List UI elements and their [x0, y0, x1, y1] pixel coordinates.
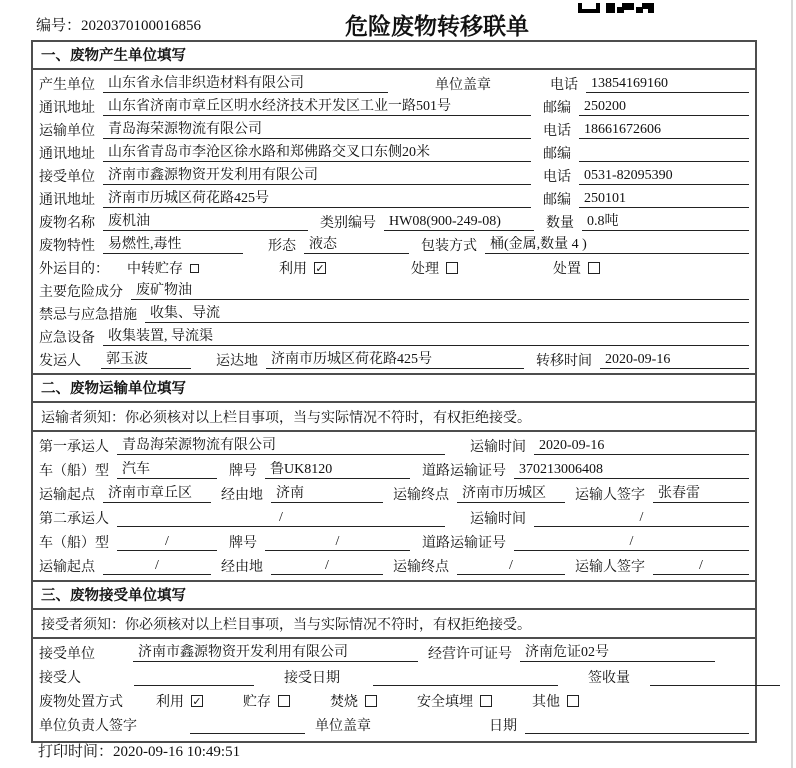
waste-name-label: 废物名称	[39, 215, 95, 231]
vehicle2-plate-value: /	[265, 533, 410, 551]
transporter-zip-label: 邮编	[543, 146, 571, 162]
row-carrier2	[39, 506, 749, 530]
transporter-zip-value	[579, 144, 749, 162]
vehicle2-type-value: /	[117, 533, 217, 551]
carrier2-label: 第二承运人	[39, 512, 109, 527]
unit-seal-label: 单位盖章	[315, 719, 371, 734]
waste-qty-value: 0.8吨	[582, 213, 749, 231]
receiver-phone-value: 0531-82095390	[579, 167, 749, 185]
serial-value: 2020370100016856	[81, 18, 202, 34]
carrier2-value: /	[117, 509, 445, 527]
carrier2-time-value: /	[534, 509, 749, 527]
waste-name-value: 废机油	[103, 213, 308, 231]
route1-end-label: 运输终点	[393, 488, 449, 503]
row-hazard	[39, 279, 749, 302]
row-vehicle2	[39, 530, 749, 554]
dispatcher-value: 郭玉波	[101, 351, 191, 369]
page-right-edge	[791, 0, 793, 768]
transporter-phone-label: 电话	[543, 123, 571, 139]
sign-date-value	[525, 716, 749, 734]
route1-end-value: 济南市历城区	[457, 485, 565, 503]
transfer-time-value: 2020-09-16	[600, 351, 749, 369]
vehicle2-type-label: 车（船）型	[39, 536, 109, 551]
checkbox-treat-icon	[446, 262, 458, 274]
row-receiver	[39, 164, 749, 187]
disposal-utilize-label: 利用	[156, 695, 184, 710]
purpose-option-treat	[411, 258, 458, 278]
transporter-address-label: 通讯地址	[39, 146, 95, 162]
vehicle1-type-label: 车（船）型	[39, 464, 109, 479]
print-time	[38, 740, 240, 761]
transporter-value: 青岛海荣源物流有限公司	[103, 121, 531, 139]
disposal-option-store	[243, 691, 290, 711]
receiver-address-value: 济南市历城区荷花路425号	[103, 190, 531, 208]
vehicle1-plate-label: 牌号	[229, 464, 257, 479]
route2-via-value: /	[271, 557, 383, 575]
receiver-label: 接受单位	[39, 169, 95, 185]
producer-address-label: 通讯地址	[39, 100, 95, 116]
producer-phone-value: 13854169160	[586, 75, 749, 93]
receiver-zip-value: 250101	[579, 190, 749, 208]
route1-start-label: 运输起点	[39, 488, 95, 503]
row-route2	[39, 554, 749, 578]
route1-start-value: 济南市章丘区	[103, 485, 211, 503]
section1-body	[33, 70, 755, 373]
route2-sign-label: 运输人签字	[575, 560, 645, 575]
producer-seal-label: 单位盖章	[435, 77, 491, 93]
producer-phone-label: 电话	[550, 77, 578, 93]
checkbox-disposal-incinerate-icon	[365, 695, 377, 707]
row-disposal-method	[39, 689, 749, 713]
vehicle1-permit-value: 370213006408	[514, 461, 749, 479]
disposal-landfill-label: 安全填埋	[417, 695, 473, 710]
route2-via-label: 经由地	[221, 560, 263, 575]
section2-body	[33, 432, 755, 580]
carrier1-value: 青岛海荣源物流有限公司	[117, 437, 445, 455]
producer-address-value: 山东省济南市章丘区明水经济技术开发区工业一路501号	[103, 98, 531, 116]
row-transporter-address	[39, 141, 749, 164]
accept-person-value	[134, 668, 254, 686]
row-transfer-purpose	[39, 256, 749, 279]
disposal-option-landfill	[417, 691, 492, 711]
vehicle1-permit-label: 道路运输证号	[422, 464, 506, 479]
purpose-option-dispose	[553, 258, 600, 278]
row-accept-person	[39, 665, 749, 689]
transporter-phone-value: 18661672606	[579, 121, 749, 139]
carrier1-time-label: 运输时间	[470, 440, 526, 455]
transfer-time-label: 转移时间	[536, 353, 592, 369]
waste-code-label: 类别编号	[320, 215, 376, 231]
producer-value: 山东省永信非织造材料有限公司	[103, 75, 388, 93]
transporter-label: 运输单位	[39, 123, 95, 139]
section3-body	[33, 639, 755, 741]
checkbox-disposal-utilize-icon: ✓	[192, 695, 202, 708]
hazard-value: 废矿物油	[131, 282, 749, 300]
manifest-form	[31, 40, 757, 743]
accept-unit-value: 济南市鑫源物资开发利用有限公司	[133, 644, 418, 662]
section3-notice: 接受者须知：你必须核对以上栏目事项，当与实际情况不符时，有权拒绝接受。	[33, 610, 755, 639]
purpose-dispose-label: 处置	[553, 261, 581, 277]
carrier2-time-label: 运输时间	[470, 512, 526, 527]
route1-via-value: 济南	[271, 485, 383, 503]
accept-unit-label: 接受单位	[39, 647, 95, 662]
destination-value: 济南市历城区荷花路425号	[266, 351, 524, 369]
row-waste-name	[39, 210, 749, 233]
dispatcher-label: 发运人	[39, 353, 81, 369]
route2-start-label: 运输起点	[39, 560, 95, 575]
checkbox-transit-icon	[190, 264, 199, 273]
receiver-zip-label: 邮编	[543, 192, 571, 208]
row-producer	[39, 72, 749, 95]
route1-sign-value: 张春雷	[653, 485, 749, 503]
row-emergency-equipment	[39, 325, 749, 348]
route2-end-value: /	[457, 557, 565, 575]
waste-traits-label: 废物特性	[39, 238, 95, 254]
row-carrier1	[39, 434, 749, 458]
producer-label: 产生单位	[39, 77, 95, 93]
purpose-treat-label: 处理	[411, 261, 439, 277]
receiver-phone-label: 电话	[543, 169, 571, 185]
waste-qty-label: 数量	[546, 215, 574, 231]
emergency-equipment-value: 收集装置, 导流渠	[103, 328, 749, 346]
row-accept-unit	[39, 641, 749, 665]
serial-label: 编号：	[36, 18, 82, 34]
license-value: 济南危证02号	[520, 644, 715, 662]
vehicle2-permit-label: 道路运输证号	[422, 536, 506, 551]
emergency-equipment-label: 应急设备	[39, 330, 95, 346]
waste-traits-value: 易燃性,毒性	[103, 236, 243, 254]
purpose-option-utilize	[279, 258, 326, 278]
row-receiver-address	[39, 187, 749, 210]
accept-date-value	[373, 668, 558, 686]
checkbox-utilize-icon: ✓	[315, 261, 325, 275]
route1-sign-label: 运输人签字	[575, 488, 645, 503]
section3-title: 三、废物接受单位填写	[33, 580, 755, 610]
page-title: 危险废物转移联单	[345, 14, 529, 39]
row-route1	[39, 482, 749, 506]
waste-code-value: HW08(900-249-08)	[384, 213, 534, 231]
waste-form-value: 液态	[304, 236, 409, 254]
emergency-measures-value: 收集、导流	[145, 305, 749, 323]
emergency-measures-label: 禁忌与应急措施	[39, 307, 137, 323]
qr-code-fragment-icon	[578, 0, 654, 18]
route2-end-label: 运输终点	[393, 560, 449, 575]
disposal-option-incinerate	[330, 691, 377, 711]
checkbox-disposal-store-icon	[278, 695, 290, 707]
disposal-other-label: 其他	[532, 695, 560, 710]
waste-pack-label: 包装方式	[421, 238, 477, 254]
row-transporter	[39, 118, 749, 141]
vehicle2-plate-label: 牌号	[229, 536, 257, 551]
accept-date-label: 接受日期	[284, 671, 340, 686]
row-responsible-sign	[39, 713, 749, 737]
accept-qty-label: 签收量	[588, 671, 630, 686]
route1-via-label: 经由地	[221, 488, 263, 503]
receiver-address-label: 通讯地址	[39, 192, 95, 208]
row-vehicle1	[39, 458, 749, 482]
responsible-sign-value	[190, 716, 305, 734]
vehicle1-plate-value: 鲁UK8120	[265, 461, 410, 479]
serial-number	[0, 6, 258, 41]
disposal-option-other	[532, 691, 579, 711]
vehicle1-type-value: 汽车	[117, 461, 217, 479]
carrier1-label: 第一承运人	[39, 440, 109, 455]
sign-date-label: 日期	[489, 719, 517, 734]
vehicle2-permit-value: /	[514, 533, 749, 551]
purpose-transit-label: 中转贮存	[127, 261, 183, 277]
destination-label: 运达地	[216, 353, 258, 369]
responsible-sign-label: 单位负责人签字	[39, 719, 137, 734]
disposal-incinerate-label: 焚烧	[330, 695, 358, 710]
purpose-label: 外运目的：	[39, 261, 109, 277]
waste-pack-value: 桶(金属,数量 4 )	[485, 236, 749, 254]
purpose-option-transit	[127, 258, 199, 278]
section2-notice: 运输者须知：你必须核对以上栏目事项，当与实际情况不符时，有权拒绝接受。	[33, 403, 755, 432]
purpose-utilize-label: 利用	[279, 261, 307, 277]
route2-sign-value: /	[653, 557, 749, 575]
disposal-option-utilize	[156, 691, 203, 711]
row-waste-traits	[39, 233, 749, 256]
print-time-label: 打印时间：	[38, 744, 114, 760]
accept-qty-value	[650, 668, 780, 686]
hazard-label: 主要危险成分	[39, 284, 123, 300]
checkbox-disposal-other-icon	[567, 695, 579, 707]
row-emergency-measures	[39, 302, 749, 325]
license-label: 经营许可证号	[428, 647, 512, 662]
disposal-label: 废物处置方式	[39, 695, 123, 710]
producer-zip-value: 250200	[579, 98, 749, 116]
route2-start-value: /	[103, 557, 211, 575]
disposal-store-label: 贮存	[243, 695, 271, 710]
accept-person-label: 接受人	[39, 671, 81, 686]
checkbox-disposal-landfill-icon	[480, 695, 492, 707]
receiver-value: 济南市鑫源物资开发利用有限公司	[103, 167, 531, 185]
producer-zip-label: 邮编	[543, 100, 571, 116]
transporter-address-value: 山东省青岛市李沧区徐水路和郑佛路交叉口东侧20米	[103, 144, 531, 162]
print-time-value: 2020-09-16 10:49:51	[113, 744, 241, 760]
waste-form-label: 形态	[268, 238, 296, 254]
row-dispatch	[39, 348, 749, 371]
row-producer-address	[39, 95, 749, 118]
checkbox-dispose-icon	[588, 262, 600, 274]
section1-title: 一、废物产生单位填写	[33, 42, 755, 70]
section2-title: 二、废物运输单位填写	[33, 373, 755, 403]
carrier1-time-value: 2020-09-16	[534, 437, 749, 455]
document-header	[0, 0, 796, 41]
